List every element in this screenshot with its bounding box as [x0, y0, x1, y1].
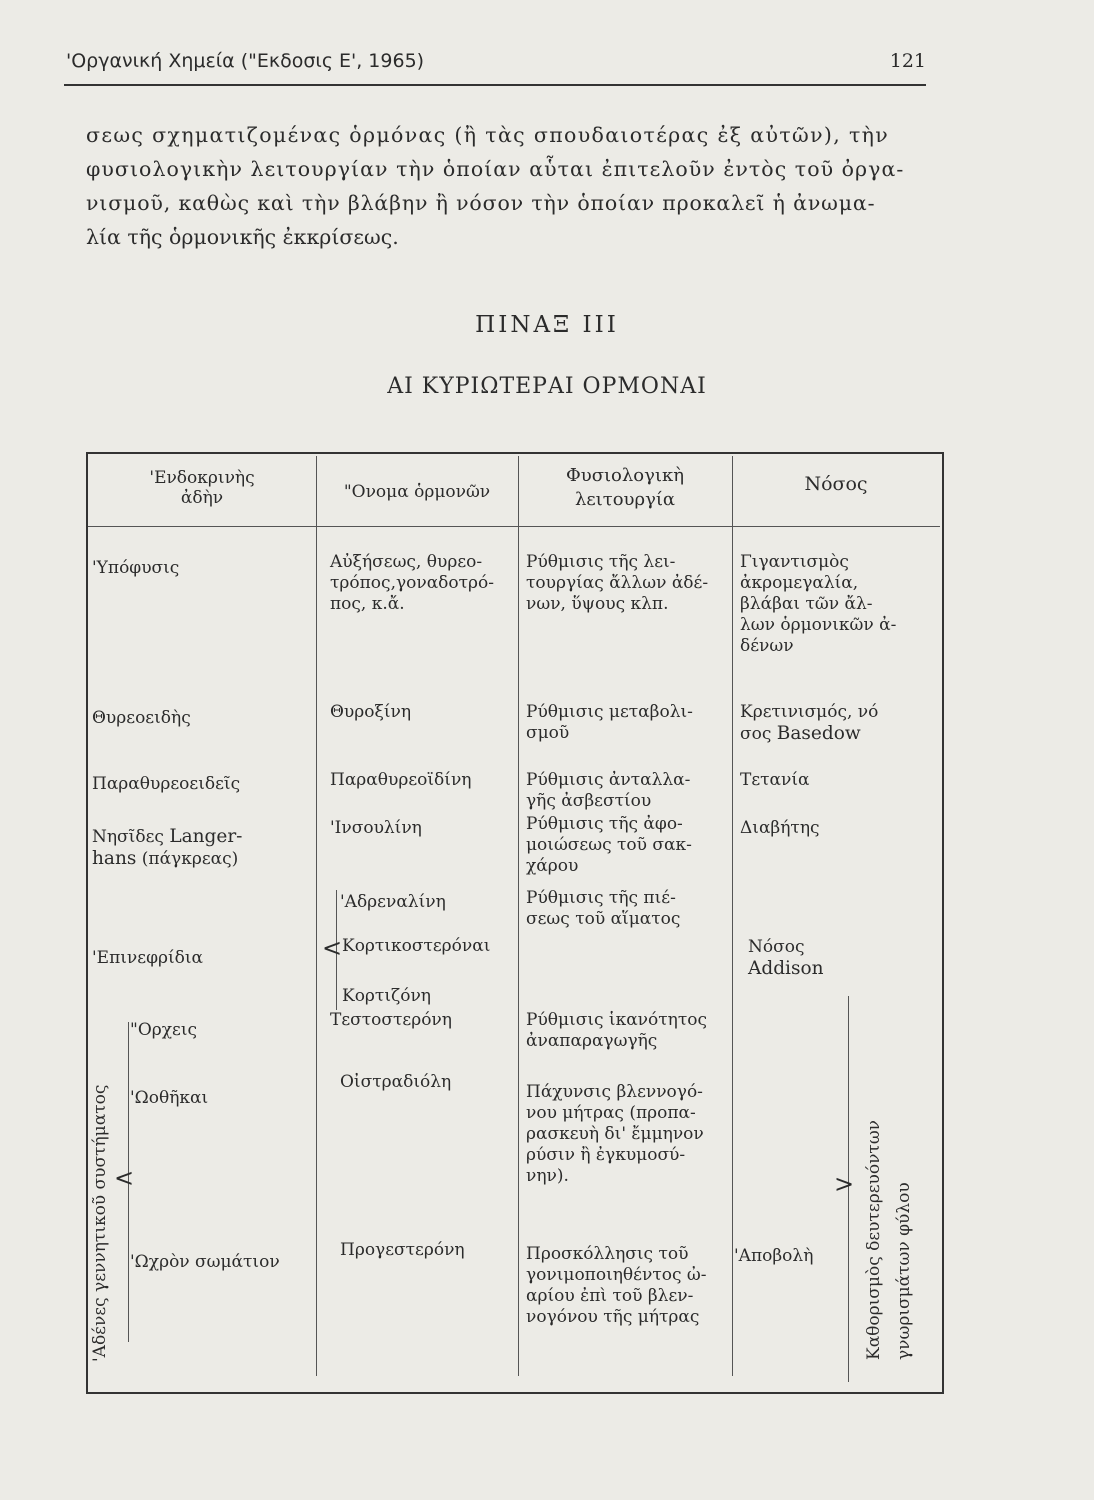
hormone-testes: Τεστοστερόνη — [330, 1010, 452, 1030]
adrenal-bracket: < — [322, 934, 343, 962]
hormone-parathyroid: Παραθυρεοϊδίνη — [330, 770, 472, 790]
hormone-thyroid: Θυροξίνη — [330, 702, 412, 722]
header-hormone: "Ονομα ὁρμονῶν — [343, 482, 491, 502]
intro-line-1: σεως σχηματιζομένας ὁρμόνας (ἢ τὰς σπουδαιοτέρας ἐξ αὐτῶν), τὴν — [86, 123, 890, 147]
function-pituitary: Ρύθμισις τῆς λει- τουργίας ἄλλων ἀδέ- νων, ὕψους κλπ. — [526, 552, 709, 614]
running-title: 'Οργανική Χημεία ("Εκδοσις Ε', 1965) — [66, 50, 425, 72]
disease-parathyroid: Τετανία — [740, 770, 810, 790]
function-thyroid: Ρύθμισις μεταβολι- σμοῦ — [526, 702, 693, 743]
gonads-group-label: 'Αδένες γεννητικοῦ συστήματος — [90, 1084, 110, 1362]
table-subtitle: ΑΙ ΚΥΡΙΩΤΕΡΑΙ ΟΡΜΟΝΑΙ — [387, 374, 707, 399]
header-gland: 'Ενδοκρινὴς ἀδὴν — [149, 468, 255, 508]
secondary-characteristics-line-1: Καθορισμὸς δευτερευόντων — [864, 1119, 884, 1360]
gland-testes: "Ορχεις — [130, 1020, 198, 1040]
hormone-adrenal-2: Κορτικοστερόναι — [342, 936, 491, 956]
intro-paragraph — [86, 118, 936, 254]
gland-adrenal: 'Επινεφρίδια — [92, 948, 204, 968]
disease-pituitary: Γιγαντισμὸς ἀκρομεγαλία, βλάβαι τῶν ἄλ- λων ὁρμονικῶν ἀ- δένων — [740, 552, 897, 656]
page-number: 121 — [889, 50, 926, 72]
gland-thyroid: Θυρεοειδὴς — [92, 708, 191, 728]
hormone-adrenal-3: Κορτιζόνη — [342, 986, 431, 1006]
gonads-bracket: < — [114, 1164, 135, 1192]
gland-ovaries: 'Ωοθῆκαι — [130, 1088, 209, 1108]
column-rule-2 — [518, 456, 519, 1376]
header-rule — [64, 84, 926, 86]
column-rule-1 — [316, 456, 317, 1376]
column-rule-3 — [732, 456, 733, 1376]
intro-line-2: φυσιολογικὴν λειτουργίαν τὴν ὁποίαν αὗται ἐπιτελοῦν ἐντὸς τοῦ ὀργα- — [86, 157, 905, 181]
hormone-corpus-luteum: Προγεστερόνη — [340, 1240, 465, 1260]
secondary-bracket: > — [834, 1170, 855, 1198]
table-title: ΠΙΝΑΞ ΙΙΙ — [475, 312, 619, 338]
gland-pancreas: Νησῖδες Langer- hans (πάγκρεας) — [92, 826, 243, 869]
header-rule-bottom — [88, 526, 940, 527]
function-ovaries: Πάχυνσις βλεννογό- νου μήτρας (προπα- ρασκευὴ δι' ἔμμηνον ρύσιν ἢ ἐγκυμοσύ- νην). — [526, 1082, 704, 1186]
disease-adrenal: Νόσος Addison — [748, 937, 824, 979]
hormone-ovaries: Οἰστραδιόλη — [340, 1072, 452, 1092]
hormones-table — [86, 452, 944, 1394]
disease-pancreas: Διαβήτης — [740, 818, 820, 838]
secondary-characteristics-line-2: γνωρισμάτων φύλου — [894, 1182, 914, 1360]
intro-line-3: νισμοῦ, καθὼς καὶ τὴν βλάβην ἢ νόσον τὴν ὁποίαν προκαλεῖ ἡ ἀνωμα- — [86, 191, 876, 215]
hormone-pituitary: Αὐξήσεως, θυρεο- τρόπος,γοναδοτρό- πος, κ.ἄ. — [330, 552, 495, 614]
gland-parathyroid: Παραθυρεοειδεῖς — [92, 774, 241, 794]
gland-corpus-luteum: 'Ωχρὸν σωμάτιον — [130, 1252, 280, 1272]
function-testes: Ρύθμισις ἱκανότητος ἀναπαραγωγῆς — [526, 1010, 708, 1051]
gland-pituitary: 'Υπόφυσις — [92, 558, 180, 578]
function-corpus-luteum: Προσκόλλησις τοῦ γονιμοποιηθέντος ὠ- αρίου ἐπὶ τοῦ βλεν- νογόνου τῆς μήτρας — [526, 1244, 707, 1327]
disease-corpus-luteum: 'Αποβολὴ — [734, 1246, 814, 1266]
function-parathyroid: Ρύθμισις ἀνταλλα- γῆς ἀσβεστίου — [526, 770, 691, 811]
intro-line-4: λία τῆς ὁρμονικῆς ἐκκρίσεως. — [86, 225, 399, 249]
disease-thyroid: Κρετινισμός, νό σος Basedow — [740, 702, 879, 744]
function-pancreas: Ρύθμισις τῆς ἀφο- μοιώσεως τοῦ σακ- χάρου — [526, 814, 692, 876]
header-disease: Νόσος — [804, 473, 868, 495]
hormone-pancreas: 'Ινσουλίνη — [330, 818, 422, 838]
function-adrenal: Ρύθμισις τῆς πιέ- σεως τοῦ αἵματος — [526, 888, 681, 929]
hormone-adrenal-1: 'Αδρεναλίνη — [340, 892, 446, 912]
header-function: Φυσιολογικὴ λειτουργία — [566, 465, 684, 510]
